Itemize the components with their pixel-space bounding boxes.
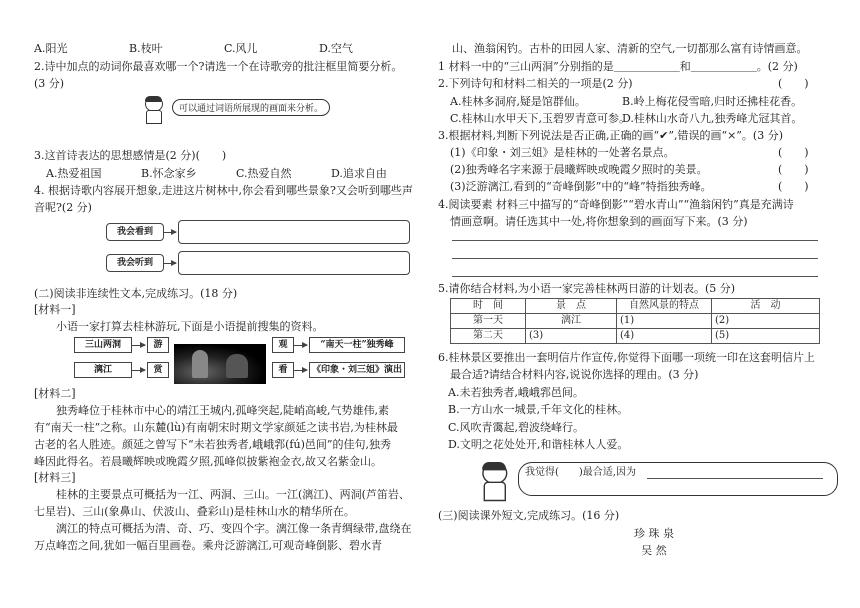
q3-option-c[interactable]: C.热爱自然 xyxy=(236,167,292,180)
r-q4-text-cont: 情画意啊。请任选其中一处,将你想象到的画面写下来。(3 分) xyxy=(450,215,748,228)
table-cell[interactable]: (2) xyxy=(712,314,820,329)
chip-guan: 观 xyxy=(272,337,294,353)
material-3-continued: 山、渔翁闲钓。古朴的田园人家、清新的空气,一切都那么富有诗情画意。 xyxy=(452,42,808,55)
r-q3-answer-paren[interactable]: ( ) xyxy=(778,180,809,193)
q1-option-a[interactable]: A.阳光 xyxy=(34,42,68,55)
hear-answer-field[interactable] xyxy=(178,251,410,275)
guilin-photo xyxy=(174,344,266,384)
table-cell[interactable]: (4) xyxy=(617,329,712,344)
r-q3-item-2: (2)独秀峰名字来源于晨曦辉映或晚霞夕照时的美景。 xyxy=(450,163,708,176)
table-cell: 第一天 xyxy=(451,314,526,329)
story-title: 珍 珠 泉 xyxy=(634,527,674,540)
r-q1-text: 1 材料一中的“三山两洞”分别指的是＿＿＿＿＿＿和＿＿＿＿＿＿。(2 分) xyxy=(438,60,798,73)
arrow-icon xyxy=(131,370,145,371)
r-q5-text: 5.请你结合材料,为小语一家完善桂林两日游的计划表。(5 分) xyxy=(438,282,736,295)
r-q2-option-c[interactable]: C.桂林山水甲天下,玉碧罗青意可参。 xyxy=(450,112,631,125)
r-q4-answer-line[interactable] xyxy=(452,258,818,259)
table-header-row xyxy=(451,299,820,314)
material-3-line: 万点峰峦之间,犹如一幅百里画卷。乘舟泛游漓江,可观奇峰倒影、碧水青 xyxy=(34,539,382,552)
q4-text-cont: 音呢?(2 分) xyxy=(34,201,92,214)
hear-arrow-icon xyxy=(164,263,176,264)
table-cell[interactable]: (1) xyxy=(617,314,712,329)
student-icon xyxy=(142,96,164,122)
table-header: 活 动 xyxy=(712,299,820,314)
table-header: 自然风景的特点 xyxy=(617,299,712,314)
table-cell[interactable]: (5) xyxy=(712,329,820,344)
table-row xyxy=(451,314,820,329)
r-q4-answer-line[interactable] xyxy=(452,276,818,277)
r-q6-option-d[interactable]: D.文明之花处处开,和谐桂林人人爱。 xyxy=(448,438,629,451)
r-q3-answer-paren[interactable]: ( ) xyxy=(778,163,809,176)
section-2-title: (二)阅读非连续性文本,完成练习。(18 分) xyxy=(34,287,238,300)
plan-table xyxy=(450,298,820,344)
chip-kan: 看 xyxy=(272,362,294,378)
q1-option-c[interactable]: C.风儿 xyxy=(224,42,258,55)
r-q3-text: 3.根据材料,判断下列说法是否正确,正确的画“✔”,错误的画“×”。(3 分) xyxy=(438,129,783,142)
material-1-text: 小语一家打算去桂林游玩,下面是小语提前搜集的资料。 xyxy=(56,320,324,333)
q3-option-a[interactable]: A.热爱祖国 xyxy=(46,167,102,180)
chip-liusanjie: 《印象・刘三姐》演出 xyxy=(309,362,405,378)
material-3-line: 桂林的主要景点可概括为一江、两洞、三山。一江(漓江)、两洞(芦笛岩、 xyxy=(56,488,410,501)
q6-answer-bubble[interactable] xyxy=(518,462,838,496)
see-answer-field[interactable] xyxy=(178,220,410,244)
r-q2-option-d[interactable]: D.桂林山水奇八九,独秀峰尤冠其首。 xyxy=(622,112,803,125)
arrow-icon xyxy=(131,345,145,346)
table-cell: 漓江 xyxy=(526,314,617,329)
material-3-line: 漓江的特点可概括为清、奇、巧、变四个字。漓江像一条青绸绿带,盘绕在 xyxy=(56,522,412,535)
q2-text: 2.诗中加点的动词你最喜欢哪一个?请选一个在诗歌旁的批注框里简要分析。 xyxy=(34,60,403,73)
table-cell[interactable]: (3) xyxy=(526,329,617,344)
r-q3-item-1: (1)《印象・刘三姐》是桂林的一处著名景点。 xyxy=(450,146,675,159)
r-q4-text: 4.阅读要素 材料三中描写的“奇峰倒影”“碧水青山”“渔翁闲钓”真是充满诗 xyxy=(438,198,794,211)
r-q3-item-3: (3)泛游漓江,看到的“奇峰倒影”中的“峰”特指独秀峰。 xyxy=(450,180,712,193)
material-1-title: [材料一] xyxy=(34,303,76,316)
material-2-line: 独秀峰位于桂林市中心的靖江王城内,孤峰突起,陡峭高峻,气势雄伟,素 xyxy=(56,404,389,417)
table-header: 时 间 xyxy=(451,299,526,314)
chip-lijiang: 漓江 xyxy=(74,362,132,378)
material-2-line: 峰因此得名。若晨曦辉映或晚霞夕照,孤峰似披紫袍金衣,故又名紫金山。 xyxy=(34,455,382,468)
student-icon xyxy=(478,462,509,498)
material-2-line: 古老的名人胜迹。颜延之曾写下“未若独秀者,峨峨郛(fú)邑间”的佳句,独秀 xyxy=(34,438,391,451)
chip-sanshan: 三山两洞 xyxy=(74,337,132,353)
q3-option-d[interactable]: D.追求自由 xyxy=(331,167,387,180)
r-q4-answer-line[interactable] xyxy=(452,240,818,241)
r-q2-answer-paren[interactable]: ( ) xyxy=(778,77,809,90)
r-q2-option-b[interactable]: B.岭上梅花侵雪暗,归时还拂桂花香。 xyxy=(622,95,803,108)
r-q6-text: 6.桂林景区要推出一套明信片作宣传,你觉得下面哪一项统一印在这套明信片上 xyxy=(438,351,815,364)
q1-option-d[interactable]: D.空气 xyxy=(319,42,353,55)
chip-duxiufeng: “南天一柱”独秀峰 xyxy=(309,337,405,353)
q6-answer-line[interactable] xyxy=(647,478,823,479)
chip-shang: 赏 xyxy=(147,362,169,378)
see-label: 我会看到 xyxy=(106,223,164,241)
right-column xyxy=(438,0,830,608)
material-2-title: [材料二] xyxy=(34,387,76,400)
q6-bubble-text: 我觉得( )最合适,因为 xyxy=(525,467,636,478)
story-author: 吴 然 xyxy=(641,544,667,557)
table-header: 景 点 xyxy=(526,299,617,314)
material-3-title: [材料三] xyxy=(34,471,76,484)
q3-options xyxy=(46,166,420,182)
r-q2-text: 2.下列诗句和材料二相关的一项是(2 分) xyxy=(438,77,633,90)
q4-text: 4. 根据诗歌内容展开想象,走进这片树林中,你会看到哪些景象?又会听到哪些声 xyxy=(34,184,413,197)
left-column xyxy=(34,0,420,608)
hear-label: 我会听到 xyxy=(106,254,164,272)
table-row xyxy=(451,329,820,344)
chip-you: 游 xyxy=(147,337,169,353)
see-arrow-icon xyxy=(164,232,176,233)
q2-hint-bubble: 可以通过词语所展现的画面来分析。 xyxy=(172,99,330,116)
q3-text: 3.这首诗表达的思想感情是(2 分)( ) xyxy=(34,149,227,162)
r-q3-answer-paren[interactable]: ( ) xyxy=(778,146,809,159)
material-2-line: 有“南天一柱”之称。山东麓(lù)有南朝宋时期文学家颜延之读书岩,为桂林最 xyxy=(34,421,398,434)
q2-score: (3 分) xyxy=(34,77,65,90)
r-q2-option-a[interactable]: A.桂林多洞府,疑是馆群仙。 xyxy=(450,95,586,108)
r-q6-text-cont: 最合适?请结合材料内容,说说你选择的理由。(3 分) xyxy=(450,368,699,381)
q1-option-b[interactable]: B.枝叶 xyxy=(129,42,163,55)
r-q6-option-b[interactable]: B.一方山水一城景,千年文化的桂林。 xyxy=(448,403,629,416)
q3-option-b[interactable]: B.怀念家乡 xyxy=(141,167,197,180)
material-3-line: 七星岩)、三山(象鼻山、伏波山、叠彩山)是桂林山水的精华所在。 xyxy=(34,505,355,518)
table-cell: 第二天 xyxy=(451,329,526,344)
r-q6-option-a[interactable]: A.未若独秀者,峨峨郛邑间。 xyxy=(448,386,584,399)
arrow-icon xyxy=(293,345,307,346)
arrow-icon xyxy=(293,370,307,371)
q1-options xyxy=(34,41,420,57)
section-3-title: (三)阅读课外短文,完成练习。(16 分) xyxy=(438,509,620,522)
r-q6-option-c[interactable]: C.风吹青霭起,碧波绕峰行。 xyxy=(448,421,585,434)
